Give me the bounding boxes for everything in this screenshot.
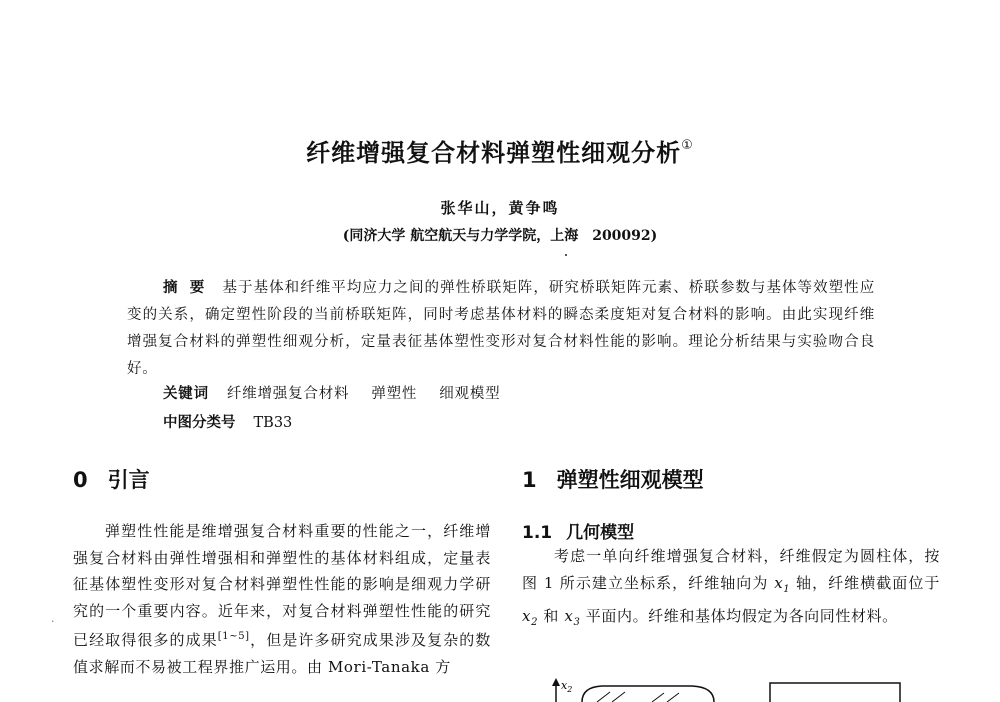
geometry-text-1: 考虑一单向纤维增强复合材料，纤维假定为圆柱体，按图 1 所示建立坐标系，纤维轴向为: [522, 547, 940, 592]
geometry-text-3: 和: [538, 607, 565, 625]
var-x3-index: 3: [573, 617, 581, 628]
geometry-text-2: 轴，纤维横截面位于: [790, 573, 940, 592]
keyword-1: 纤维增强复合材料: [226, 386, 350, 402]
var-x2: [522, 607, 539, 628]
section-1-number: 1: [522, 468, 537, 492]
x2-axis-index: 2: [567, 685, 573, 694]
section-0-title: 引言: [107, 468, 150, 492]
abstract: [127, 274, 875, 383]
hatch-line: [667, 693, 679, 702]
paper-title-text: 纤维增强复合材料弹塑性细观分析: [306, 139, 682, 167]
keyword-2: 弹塑性: [371, 386, 418, 402]
intro-text-2: ，但是许多研究成果涉及复杂的数值求解而不易被工程界推广运用。由 Mori-Tanaka 方: [73, 631, 491, 676]
subsection-1-1-heading: [522, 518, 634, 543]
affiliation: [0, 225, 1000, 245]
geometry-column: [522, 543, 940, 637]
postcode: 200092): [592, 228, 658, 244]
var-x1: [774, 573, 791, 595]
geometry-paragraph: [522, 543, 940, 637]
figure-1-partial: [542, 677, 942, 702]
section-0-heading: [73, 464, 150, 494]
stray-dot: [565, 254, 567, 256]
var-x1-letter: x: [774, 573, 784, 592]
keyword-3: 细观模型: [439, 386, 501, 402]
section-0-number: 0: [73, 468, 88, 492]
affiliation-text: (同济大学 航空航天与力学学院，上海: [342, 228, 579, 244]
geometry-text-4: 平面内。纤维和基体均假定为各向同性材料。: [580, 607, 898, 625]
keywords: [163, 382, 522, 403]
hatch-line: [652, 693, 664, 702]
cross-section-box: [770, 683, 900, 702]
section-1-title: 弹塑性细观模型: [556, 468, 704, 492]
paper-title: [0, 133, 1000, 168]
classification-label: 中图分类号: [163, 414, 236, 431]
subsection-title: 几何模型: [566, 523, 635, 543]
intro-text-1: 弹塑性性能是维增强复合材料重要的性能之一，纤维增强复合材料由弹性增强相和弹塑性的基体材料组成，定量表征基体塑性变形对复合材料弹塑性性能的影响是细观力学研究的一个重要内容。近年来，对复合材料弹塑性性能的研究已经取得很多的成果: [73, 522, 491, 649]
x2-axis-arrow: [552, 678, 560, 686]
x2-axis-letter: x: [561, 679, 568, 692]
abstract-label: 摘要: [163, 279, 217, 296]
abstract-text: 基于基体和纤维平均应力之间的弹性桥联矩阵，研究桥联矩阵元素、桥联参数与基体等效塑性应变的关系，确定塑性阶段的当前桥联矩阵，同时考虑基体材料的瞬态柔度矩对复合材料的影响。由此实现纤维增强复合材料的弹塑性细观分析，定量表征基体塑性变形对复合材料性能的影响。理论分析结果与实验吻合良好。: [127, 280, 875, 377]
var-x3: [564, 607, 581, 628]
hatch-line: [597, 692, 610, 702]
var-x2-letter: x: [522, 607, 532, 625]
section-1-heading: [522, 464, 704, 494]
var-x1-index: 1: [783, 583, 791, 595]
margin-mark: ·: [51, 615, 55, 628]
var-x3-letter: x: [564, 607, 574, 625]
subsection-number: 1.1: [522, 523, 553, 543]
classification: [163, 411, 292, 432]
classification-value: TB33: [253, 415, 293, 431]
intro-column: [73, 518, 491, 680]
var-x2-index: 2: [531, 617, 539, 628]
fiber-cylinder-outline: [582, 686, 714, 702]
title-footnote-mark: ①: [681, 138, 694, 153]
intro-paragraph: [73, 518, 491, 680]
authors: 张华山，黄争鸣: [440, 199, 560, 217]
keywords-label: 关键词: [163, 385, 209, 402]
hatch-line: [612, 692, 625, 702]
abstract-paragraph: [127, 274, 875, 383]
citation: [1~5]: [217, 631, 250, 642]
x2-axis-label: [561, 679, 572, 694]
